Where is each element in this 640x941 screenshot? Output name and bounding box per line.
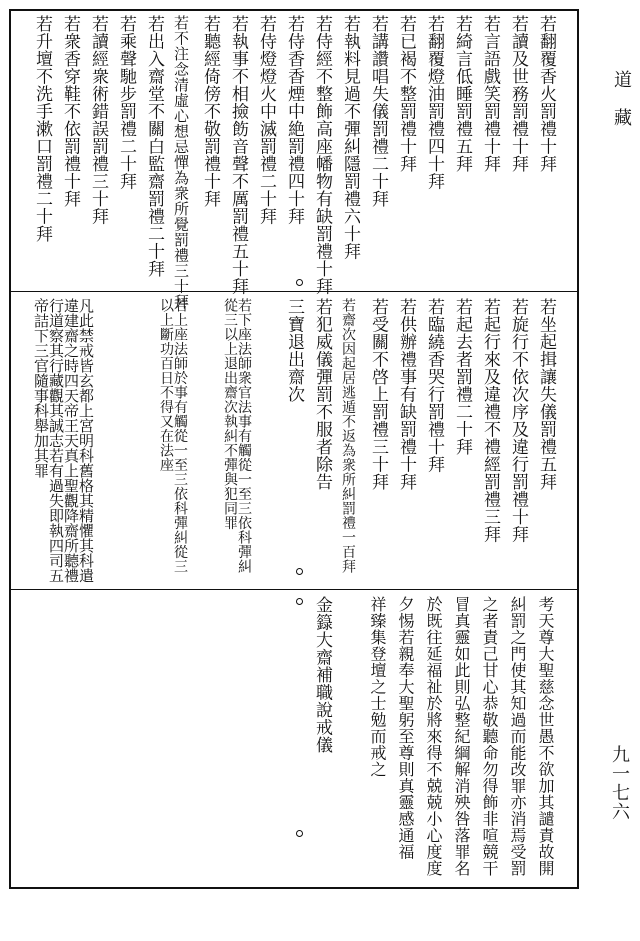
text-column: 若侍香香煙中絶罰禮四十拜 <box>284 15 304 225</box>
text-column: 若聽經倚傍不敬罰禮十拜 <box>200 15 220 208</box>
section-circle-mark <box>296 598 303 605</box>
text-column: 若翻覆燈油罰禮四十拜 <box>424 15 444 190</box>
text-column: 若犯威儀彈罰不服者除告 <box>312 298 332 491</box>
text-column: 若下座法師衆官法事有觸從一至三依科彈糾從三以上退出齋次執糾不彈與犯同罪 <box>222 298 252 574</box>
text-column: 於既往延福祉於將來得不兢兢小心度度 <box>424 596 443 877</box>
text-column: 若侍經不整飾高座幡物有缺罰禮十拜 <box>312 15 332 295</box>
text-column: 若齋次因起居逃遁不返為衆所糾罰禮一百拜 <box>340 298 356 574</box>
margin-title: 道藏 <box>611 70 632 146</box>
section-circle-mark <box>296 568 303 575</box>
text-panel-middle <box>9 292 579 590</box>
text-column: 若旋行不依次序及違行罰禮十拜 <box>508 298 528 543</box>
text-column: 若上座法師於事有觸從一至三依科彈糾從三以上斷功百日不得又在法座 <box>158 298 188 574</box>
text-column: 若讀經衆術錯誤罰禮三十拜 <box>88 15 108 225</box>
text-column: 若翻覆香火罰禮十拜 <box>536 15 556 173</box>
text-column: 之者責己甘心恭敬聽命勿得飾非喧競干 <box>480 596 499 877</box>
text-column: 若起行來及違禮不禮經罰禮三拜 <box>480 298 500 543</box>
text-column: 若執事不相撿飭音聲不厲罰禮五十拜 <box>228 15 248 295</box>
text-column: 祥臻集登壇之士勉而戒之 <box>368 596 387 778</box>
text-column: 凡此禁戒皆玄都上宮明科舊格其精懼其科遣違建齋之時四天帝王天真上聖觀降齋所聽禮行道察其行藏觀其誠志若有過失即執四司五帝詰下三官隨事科舉加其罪 <box>32 298 95 583</box>
text-column: 若侍燈燈火中滅罰禮二十拜 <box>256 15 276 225</box>
text-column: 若受關不啓上罰禮三十拜 <box>368 298 388 491</box>
text-column: 三寶退出齋次 <box>284 298 304 403</box>
text-panel-top <box>9 9 579 310</box>
text-column: 考天尊大聖慈念世愚不欲加其譴責故開 <box>536 596 555 877</box>
text-column: 若衆香穿鞋不依罰禮十拜 <box>60 15 80 208</box>
text-column: 若臨繞香哭行罰禮十拜 <box>424 298 444 473</box>
text-panel-bottom <box>9 590 579 889</box>
text-column: 若供辦禮事有缺罰禮十拜 <box>396 298 416 491</box>
text-column: 若升壇不洗手漱口罰禮二十拜 <box>32 15 52 243</box>
text-column: 若起去者罰禮二十拜 <box>452 298 472 456</box>
text-column: 夕惕若親奉大聖躬至尊則真靈感通福 <box>396 596 415 860</box>
text-column: 若乘聲馳步罰禮二十拜 <box>116 15 136 190</box>
page-number: 九一七六 <box>609 745 630 821</box>
text-column: 糾罰之門使其知過而能改罪亦消焉受罰 <box>508 596 527 877</box>
text-column: 冒真靈如此則弘整紀綱解消殃咎落罪名 <box>452 596 471 877</box>
text-column: 若執料見過不彈糾隱罰禮六十拜 <box>340 15 360 260</box>
text-column: 若講讚唱失儀罰禮二十拜 <box>368 15 388 208</box>
section-circle-mark <box>296 279 303 286</box>
text-column: 若不注念清虛心想忌憚為衆所覺罰禮三十拜 <box>172 15 190 310</box>
text-column: 若讀及世務罰禮十拜 <box>508 15 528 173</box>
section-title: 金籙大齋補職說戒儀 <box>312 596 332 754</box>
text-column: 若綺言低睡罰禮五拜 <box>452 15 472 173</box>
section-circle-mark <box>296 830 303 837</box>
text-column: 若已褐不整罰禮十拜 <box>396 15 416 173</box>
text-column: 若言語戲笑罰禮十拜 <box>480 15 500 173</box>
text-column: 若坐起揖讓失儀罰禮五拜 <box>536 298 556 491</box>
text-column: 若出入齋堂不關白監齋罰禮二十拜 <box>144 15 164 278</box>
